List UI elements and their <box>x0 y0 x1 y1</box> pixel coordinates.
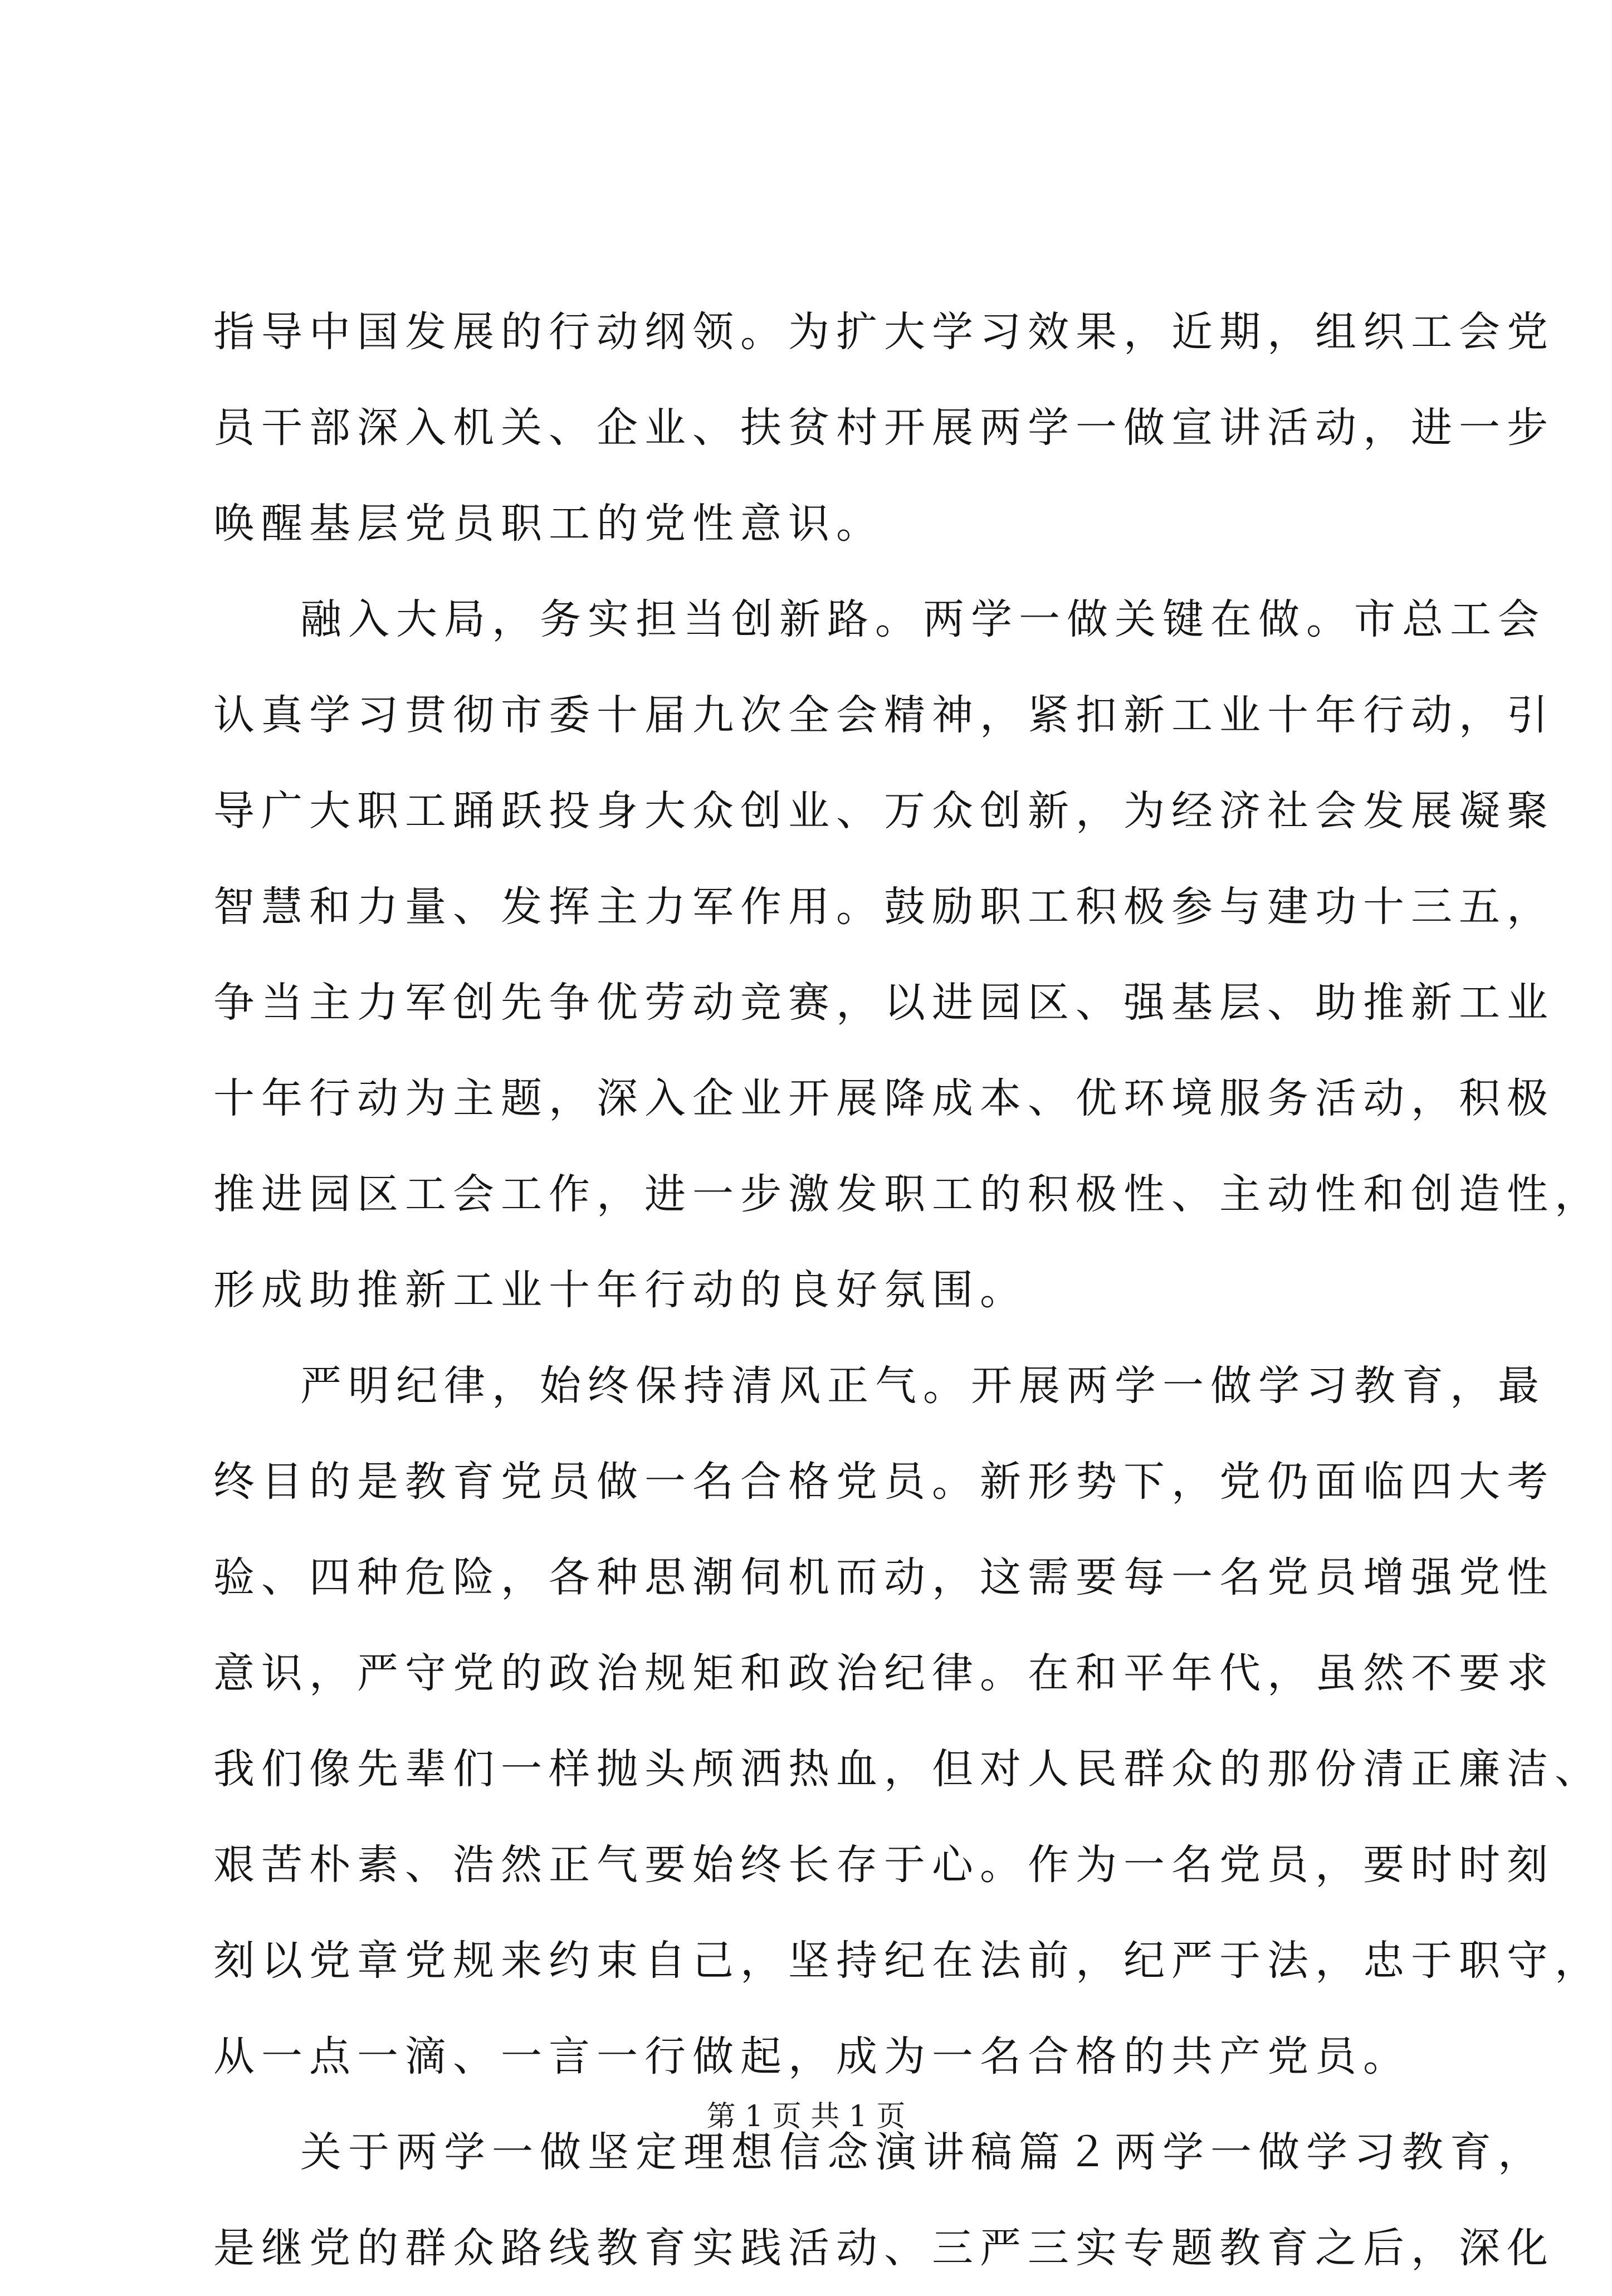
text-line: 唤醒基层党员职工的党性意识。 <box>213 500 884 548</box>
text-line: 争当主力军创先争优劳动竞赛，以进园区、强基层、助推新工业 <box>213 979 1555 1027</box>
text-line: 意识，严守党的政治规矩和政治纪律。在和平年代，虽然不要求 <box>213 1649 1555 1697</box>
text-line: 员干部深入机关、企业、扶贫村开展两学一做宣讲活动，进一步 <box>213 404 1555 452</box>
text-line: 是继党的群众路线教育实践活动、三严三实专题教育之后，深化 <box>213 2224 1555 2272</box>
text-line: 导广大职工踊跃投身大众创业、万众创新，为经济社会发展凝聚 <box>213 787 1555 835</box>
text-line: 十年行动为主题，深入企业开展降成本、优环境服务活动，积极 <box>213 1074 1555 1122</box>
page-footer: 第 1 页 共 1 页 <box>706 2100 906 2133</box>
text-line: 艰苦朴素、浩然正气要始终长存于心。作为一名党员，要时时刻 <box>213 1841 1555 1889</box>
text-line: 刻以党章党规来约束自己，坚持纪在法前，纪严于法，忠于职守， <box>213 1937 1603 1985</box>
text-line: 验、四种危险，各种思潮伺机而动，这需要每一名党员增强党性 <box>213 1554 1555 1601</box>
text-line: 从一点一滴、一言一行做起，成为一名合格的共产党员。 <box>213 2033 1411 2080</box>
text-line: 我们像先辈们一样抛头颅洒热血，但对人民群众的那份清正廉洁、 <box>213 1745 1603 1793</box>
text-line: 终目的是教育党员做一名合格党员。新形势下，党仍面临四大考 <box>213 1458 1555 1506</box>
text-line: 关于两学一做坚定理想信念演讲稿篇２两学一做学习教育， <box>300 2128 1546 2176</box>
text-line: 形成助推新工业十年行动的良好氛围。 <box>213 1266 1028 1314</box>
text-line: 智慧和力量、发挥主力军作用。鼓励职工积极参与建功十三五， <box>213 883 1555 931</box>
text-line: 指导中国发展的行动纲领。为扩大学习效果，近期，组织工会党 <box>213 308 1555 356</box>
text-line: 认真学习贯彻市委十届九次全会精神，紧扣新工业十年行动，引 <box>213 691 1555 739</box>
text-line: 严明纪律，始终保持清风正气。开展两学一做学习教育，最 <box>300 1362 1546 1410</box>
text-line: 推进园区工会工作，进一步激发职工的积极性、主动性和创造性， <box>213 1170 1603 1218</box>
document-body <box>213 284 1603 2296</box>
text-line: 融入大局，务实担当创新路。两学一做关键在做。市总工会 <box>300 595 1546 643</box>
